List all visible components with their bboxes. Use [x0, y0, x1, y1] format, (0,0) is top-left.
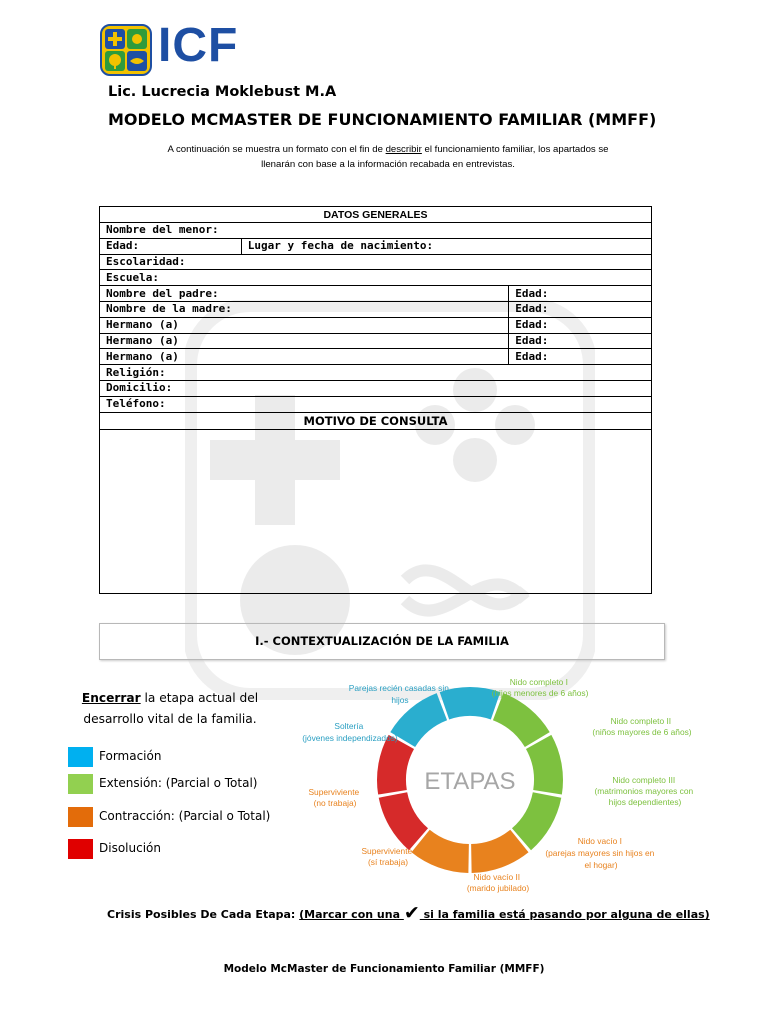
field-edad[interactable]: Edad: [100, 238, 242, 254]
legend-swatch [68, 839, 93, 859]
ring-segment [493, 693, 550, 747]
stage-label-line: Nido completo III [612, 775, 676, 785]
document-title: MODELO MCMASTER DE FUNCIONAMIENTO FAMILIAR (MMFF) [108, 110, 657, 129]
field-telefono[interactable]: Teléfono: [100, 396, 652, 412]
checkmark-icon: ✔ [403, 902, 420, 924]
field-escuela[interactable]: Escuela: [100, 270, 652, 286]
legend-label: Extensión: (Parcial o Total) [99, 776, 258, 790]
field-edad-padre[interactable]: Edad: [509, 286, 652, 302]
legend-swatch [68, 747, 93, 767]
field-hermano-3[interactable]: Hermano (a) [100, 349, 509, 365]
field-lugar-fecha-nacimiento[interactable]: Lugar y fecha de nacimiento: [241, 238, 651, 254]
brand-name: ICF [158, 19, 239, 72]
crisis-paren-open: (Marcar con una [299, 908, 404, 921]
section-title-banner: I.- CONTEXTUALIZACIÓN DE LA FAMILIA [99, 623, 665, 660]
field-nombre-menor[interactable]: Nombre del menor: [100, 223, 652, 239]
stage-label-line: Nido vacío I [577, 836, 622, 846]
field-domicilio[interactable]: Domicilio: [100, 380, 652, 396]
stage-label [302, 721, 398, 743]
crisis-paren-close: si la familia está pasando por alguna de ellas) [419, 908, 710, 921]
legend-label: Formación [99, 749, 162, 763]
stage-label-line: (no trabaja) [313, 798, 357, 808]
page-footer: Modelo McMaster de Funcionamiento Familiar (MMFF) [223, 963, 545, 975]
intro-text-line2: llenarán con base a la información recabada en entrevistas. [261, 159, 515, 170]
stage-label-line: hijos [391, 695, 409, 705]
stage-label-line: (matrimonios mayores con [594, 786, 694, 796]
intro-underlined-word: describir [385, 144, 422, 155]
stage-label-line: Parejas recién casadas sin [348, 683, 449, 693]
motivo-consulta-area[interactable] [100, 429, 652, 593]
stage-label-line: hijos dependientes) [608, 797, 682, 807]
table-heading: DATOS GENERALES [100, 207, 652, 223]
ring-segment [526, 735, 563, 795]
legend-label: Disolución [99, 841, 161, 855]
crisis-lead: Crisis Posibles De Cada Etapa: [107, 908, 300, 921]
stage-label-line: Superviviente [361, 846, 413, 856]
stage-label-line: (niños mayores de 6 años) [592, 727, 692, 737]
author-name: Lic. Lucrecia Moklebust M.A [108, 84, 337, 100]
field-edad-madre[interactable]: Edad: [509, 301, 652, 317]
stage-label [308, 787, 361, 808]
stage-label [492, 677, 589, 698]
icf-logo [100, 24, 152, 76]
stage-label-line: (marido jubilado) [466, 883, 530, 893]
stage-label [467, 872, 530, 893]
stage-label-line: (hijos menores de 6 años) [491, 688, 589, 698]
stage-label [595, 775, 696, 807]
stage-label [592, 716, 691, 737]
instructions-verb: Encerrar [81, 691, 141, 705]
instructions-rest: la etapa actual del desarrollo vital de la familia. [83, 691, 259, 726]
field-nombre-padre[interactable]: Nombre del padre: [100, 286, 509, 302]
etapas-ring-diagram [285, 676, 705, 898]
field-edad-hermano-3[interactable]: Edad: [509, 349, 652, 365]
stage-label-line: Nido completo II [610, 716, 672, 726]
field-escolaridad[interactable]: Escolaridad: [100, 254, 652, 270]
stage-label [545, 836, 656, 870]
stage-label-line: Superviviente [308, 787, 360, 797]
stage-label-line: Nido vacío II [473, 872, 521, 882]
field-hermano-2[interactable]: Hermano (a) [100, 333, 509, 349]
legend-swatch [68, 807, 93, 827]
ring-segment [377, 735, 414, 795]
intro-text [120, 142, 656, 172]
intro-text-part: el funcionamiento familiar, los apartados se [421, 144, 609, 155]
instructions-text [78, 688, 262, 730]
stage-label-line: (jóvenes independizados) [302, 733, 398, 743]
legend-label: Contracción: (Parcial o Total) [99, 809, 271, 823]
intro-text-part: A continuación se muestra un formato con el fin de [167, 144, 386, 155]
diagram-center-label: ETAPAS [424, 768, 516, 795]
datos-generales-table [99, 206, 652, 594]
stage-label [361, 846, 414, 867]
stage-label-line: Soltería [334, 721, 364, 731]
stage-label-line: (sí trabaja) [367, 857, 409, 867]
crisis-instruction [107, 902, 710, 924]
stage-label-line: (parejas mayores sin hijos en [545, 848, 655, 858]
field-edad-hermano-1[interactable]: Edad: [509, 317, 652, 333]
field-edad-hermano-2[interactable]: Edad: [509, 333, 652, 349]
motivo-consulta-heading: MOTIVO DE CONSULTA [100, 412, 652, 429]
stage-label-line: Nido completo I [509, 677, 568, 687]
legend-swatch [68, 774, 93, 794]
field-nombre-madre[interactable]: Nombre de la madre: [100, 301, 509, 317]
field-religion[interactable]: Religión: [100, 365, 652, 381]
stage-label-line: el hogar) [584, 860, 618, 870]
field-hermano-1[interactable]: Hermano (a) [100, 317, 509, 333]
